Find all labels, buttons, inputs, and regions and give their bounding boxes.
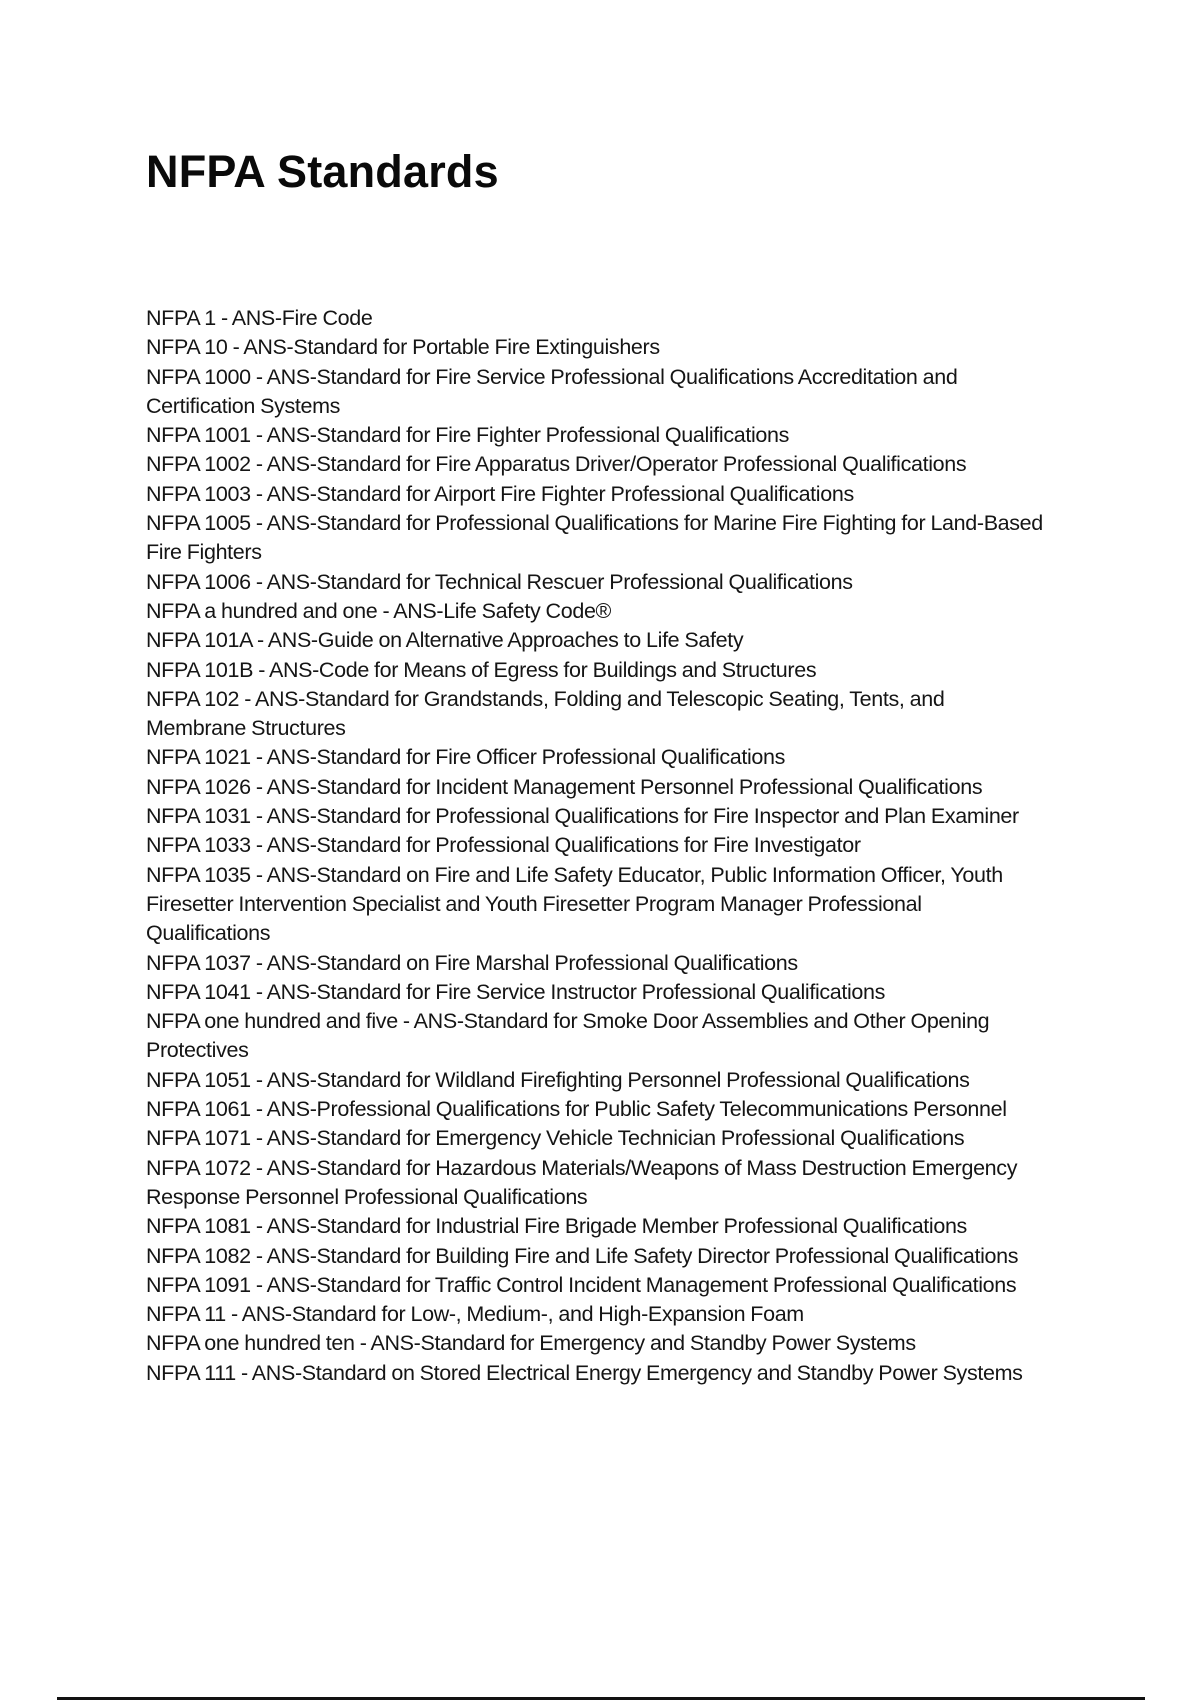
standard-item: NFPA 1001 - ANS-Standard for Fire Fighter Professional Qualifications [146,423,790,448]
standard-item: NFPA 1037 - ANS-Standard on Fire Marshal Professional Qualifications [146,950,798,975]
standard-item: NFPA 101A - ANS-Guide on Alternative Approaches to Life Safety [146,628,744,653]
standard-item: NFPA 1072 - ANS-Standard for Hazardous Materials/Weapons of Mass Destruction Emergency Response Personnel Professional Qualifications [146,1155,1018,1209]
standard-item: NFPA 1002 - ANS-Standard for Fire Apparatus Driver/Operator Professional Qualifications [146,452,967,477]
standard-item: NFPA 1061 - ANS-Professional Qualifications for Public Safety Telecommunications Personnel [146,1097,1007,1122]
standard-item: NFPA a hundred and one - ANS-Life Safety Code® [146,598,612,623]
standard-item: NFPA 1 - ANS-Fire Code [146,306,373,330]
standard-item: NFPA 1082 - ANS-Standard for Building Fire and Life Safety Director Professional Qualifications [146,1243,1019,1268]
standard-item: NFPA 101B - ANS-Code for Means of Egress for Buildings and Structures [146,657,817,682]
standard-item: NFPA 1000 - ANS-Standard for Fire Service Professional Qualifications Accreditation and Certification Systems [146,364,958,418]
standard-item: NFPA 1071 - ANS-Standard for Emergency Vehicle Technician Professional Qualifications [146,1126,965,1151]
standard-item: NFPA 1003 - ANS-Standard for Airport Fire Fighter Professional Qualifications [146,481,854,506]
standard-item: NFPA 1031 - ANS-Standard for Professional Qualifications for Fire Inspector and Plan Examiner [146,804,1019,829]
standard-item: NFPA 102 - ANS-Standard for Grandstands, Folding and Telescopic Seating, Tents, and Membrane Structures [146,686,945,741]
standard-item: NFPA 1021 - ANS-Standard for Fire Officer Professional Qualifications [146,745,786,770]
standards-list [146,304,1046,1388]
standard-item: NFPA 1026 - ANS-Standard for Incident Management Personnel Professional Qualifications [146,774,983,799]
standard-item: NFPA 1091 - ANS-Standard for Traffic Control Incident Management Professional Qualifications [146,1272,1017,1297]
page-title: NFPA Standards [146,146,499,197]
standard-item: NFPA 1033 - ANS-Standard for Professional Qualifications for Fire Investigator [146,833,861,858]
standard-item: NFPA one hundred ten - ANS-Standard for Emergency and Standby Power Systems [146,1331,916,1356]
standard-item: NFPA 1005 - ANS-Standard for Professional Qualifications for Marine Fire Fighting for Land-Based Fire Fighters [146,511,1043,565]
standard-item: NFPA 1006 - ANS-Standard for Technical Rescuer Professional Qualifications [146,569,853,594]
standard-item: NFPA one hundred and five - ANS-Standard for Smoke Door Assemblies and Other Opening Protectives [146,1009,990,1063]
standard-item: NFPA 111 - ANS-Standard on Stored Electrical Energy Emergency and Standby Power Systems [146,1360,1023,1385]
standard-item: NFPA 11 - ANS-Standard for Low-, Medium-, and High-Expansion Foam [146,1302,804,1327]
standard-item: NFPA 1081 - ANS-Standard for Industrial Fire Brigade Member Professional Qualifications [146,1214,967,1239]
standard-item: NFPA 10 - ANS-Standard for Portable Fire Extinguishers [146,335,660,360]
standard-item: NFPA 1035 - ANS-Standard on Fire and Life Safety Educator, Public Information Officer, Youth Firesetter Intervention Specialist and Youth Firesetter Program Manager Professional Qualifications [146,862,1003,946]
standard-item: NFPA 1051 - ANS-Standard for Wildland Firefighting Personnel Professional Qualifications [146,1067,970,1092]
standard-item: NFPA 1041 - ANS-Standard for Fire Service Instructor Professional Qualifications [146,979,886,1004]
